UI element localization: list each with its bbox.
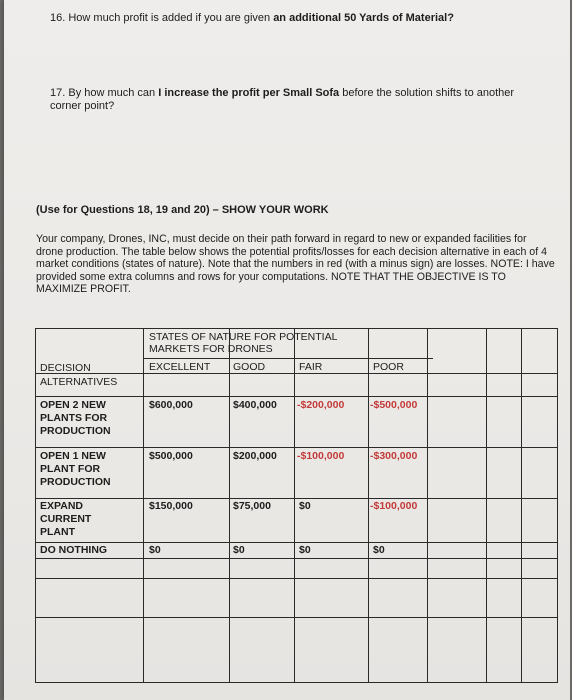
- column-poor: POOR: [373, 361, 404, 373]
- column-excellent: EXCELLENT: [149, 361, 211, 373]
- worksheet-page: [4, 0, 570, 700]
- row-label: PLANTS FOR: [40, 412, 108, 424]
- row-label: EXPAND: [40, 500, 83, 512]
- payoff-cell: $75,000: [233, 500, 271, 512]
- column-good: GOOD: [233, 361, 266, 373]
- payoff-cell: $0: [373, 544, 385, 556]
- question-16-text: How much profit is added if you are given: [65, 12, 274, 24]
- row-label: CURRENT: [40, 513, 92, 525]
- payoff-cell: $150,000: [149, 500, 193, 512]
- question-16: [50, 12, 540, 25]
- question-17-text: By how much can: [65, 87, 159, 99]
- row-label: PRODUCTION: [40, 425, 111, 437]
- question-17-bold: I increase the profit per Small Sofa: [158, 87, 340, 99]
- question-17: [50, 87, 540, 113]
- payoff-cell-loss: -$100,000: [297, 450, 345, 462]
- alternatives-header: ALTERNATIVES: [40, 376, 118, 388]
- question-16-number: 16.: [50, 12, 66, 24]
- payoff-cell: $600,000: [149, 399, 193, 411]
- payoff-cell: $0: [233, 544, 245, 556]
- question-17-number: 17.: [50, 87, 66, 99]
- payoff-cell: $0: [299, 500, 311, 512]
- states-of-nature-header: STATES OF NATURE FOR POTENTIAL: [149, 331, 338, 343]
- payoff-table: [35, 328, 558, 683]
- question-16-bold: an additional 50 Yards of Material?: [273, 12, 454, 24]
- payoff-cell-loss: -$100,000: [370, 500, 418, 512]
- payoff-cell: $400,000: [233, 399, 277, 411]
- payoff-cell: $500,000: [149, 450, 193, 462]
- payoff-cell: $0: [299, 544, 311, 556]
- row-label: PRODUCTION: [40, 476, 111, 488]
- question-17-text-end: before the solution shifts to another corner point?: [50, 87, 515, 112]
- payoff-cell: $200,000: [233, 450, 277, 462]
- problem-description: Your company, Drones, INC, must decide on their path forward in regard to new or expanded facilities for drone production. The table below shows the potential profits/losses for each decision alternative in each of 4 market conditions (states of nature). Note that the numbers in red (with a minus sign) are losses. NOTE: I have provided some extra columns and rows for your computations. NOTE THAT THE OBJECTIVE IS TO MAXIMIZE PROFIT.: [36, 233, 555, 295]
- payoff-cell-loss: -$300,000: [370, 450, 418, 462]
- use-for-questions-note: (Use for Questions 18, 19 and 20) – SHOW YOUR WORK: [36, 204, 329, 216]
- row-label: OPEN 1 NEW: [40, 450, 106, 462]
- row-label: OPEN 2 NEW: [40, 399, 106, 411]
- payoff-cell: $0: [149, 544, 161, 556]
- row-label: DO NOTHING: [40, 544, 108, 556]
- payoff-cell-loss: -$200,000: [297, 399, 345, 411]
- row-label: PLANT: [40, 526, 75, 538]
- row-label: PLANT FOR: [40, 463, 101, 475]
- payoff-cell-loss: -$500,000: [370, 399, 418, 411]
- decision-header: DECISION: [40, 362, 91, 374]
- column-fair: FAIR: [299, 361, 323, 373]
- markets-for-drones-header: MARKETS FOR DRONES: [149, 343, 273, 355]
